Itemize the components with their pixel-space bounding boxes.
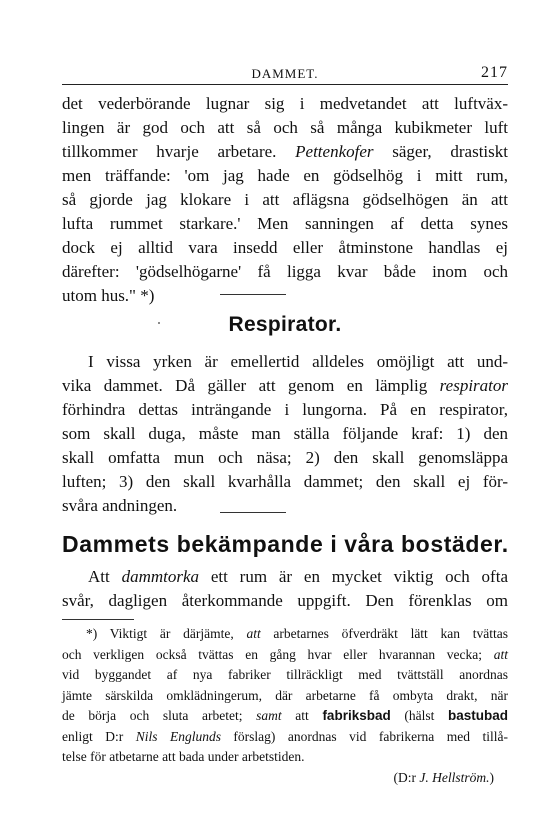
running-header: [62, 64, 508, 82]
footnote: [62, 624, 508, 788]
paragraph-respirator: [62, 350, 508, 518]
footnote-signature: (D:r J. Hellström.): [393, 769, 494, 785]
text-line: svår, dagligen återkommande uppgift. Den förenklas om: [62, 591, 508, 610]
text-line: därefter: 'gödselhögarne' få ligga kvar både inom och: [62, 262, 508, 281]
text-line: förhindra dettas inträngande i lungorna. På en respirator,: [62, 400, 508, 419]
text-line: utom hus." *): [62, 286, 155, 305]
footnote-line: och verkligen också tvättas en gång hvar eller hvarannan vecka; att: [62, 646, 508, 662]
footnote-line: vid byggandet af nya fabriker tillräckligt med tvättställ anordnas: [62, 667, 508, 682]
footnote-rule: [62, 619, 134, 620]
author-name-pettenkofer: Pettenkofer: [295, 142, 374, 161]
running-title: DAMMET.: [251, 66, 319, 81]
term-respirator: respirator: [439, 376, 508, 395]
text-line: svåra andningen.: [62, 496, 178, 515]
text-line: Att dammtorka ett rum är en mycket viktig och ofta: [88, 567, 508, 586]
footnote-line: de börja och sluta arbetet; samt att fabriksbad (hälst bastubad: [62, 708, 509, 723]
heading-respirator: Respirator.: [228, 313, 342, 336]
text-line: det vederbörande lugnar sig i medvetandet att luftväx-: [62, 94, 508, 113]
text-line: lufta rummet starkare.' Men sanningen af detta synes: [62, 214, 508, 233]
footnote-line: *) Viktigt är därjämte, att arbetarnes öfverdräkt lätt kan tvättas: [86, 626, 508, 641]
term-bastubad: bastubad: [448, 708, 509, 723]
footnote-line: enligt D:r Nils Englunds förslag) anordnas vid fabrikerna med tillå-: [62, 728, 508, 744]
header-rule: [62, 84, 508, 85]
paragraph-opening: [62, 92, 508, 308]
paragraph-dammtorka: [62, 565, 508, 613]
text-line: vika dammet. Då gäller att genom en lämplig respirator: [62, 376, 508, 395]
text-line: I vissa yrken är emellertid alldeles omöjligt att und-: [88, 352, 508, 371]
text-line: luften; 3) den skall kvarhålla dammet; den skall ej för-: [62, 472, 508, 491]
text-line: dock ej alltid vara insedd eller åtminstone handlas ej: [62, 238, 508, 257]
page-number: 217: [481, 64, 508, 81]
footnote-line: telse för atbetarne att bada under arbetstiden.: [62, 749, 305, 764]
text-line: tillkommer hvarje arbetare. Pettenkofer säger, drastiskt: [62, 142, 508, 161]
section-divider: [220, 512, 286, 513]
footnote-line: jämte särskilda omklädningerum, där arbetarne få ombyta drakt, när: [62, 687, 508, 703]
heading-dammets-bekampande: Dammets bekämpande i våra bostäder.: [62, 531, 509, 557]
text-line: som skall duga, måste man ställa följande kraf: 1) den: [62, 424, 508, 443]
section-divider: [220, 294, 286, 295]
text-line: så gjorde jag klokare i att aflägsna gödselhögen än att: [62, 190, 508, 209]
term-dammtorka: dammtorka: [121, 567, 200, 586]
text-line: skall omfatta mun och näsa; 2) den skall genomsläppa: [62, 448, 508, 467]
text-line: lingen är god och att så och så många kubikmeter luft: [62, 118, 508, 137]
term-fabriksbad: fabriksbad: [322, 708, 391, 723]
text-line: men träffande: 'om jag hade en gödselhög i mitt rum,: [62, 166, 508, 185]
